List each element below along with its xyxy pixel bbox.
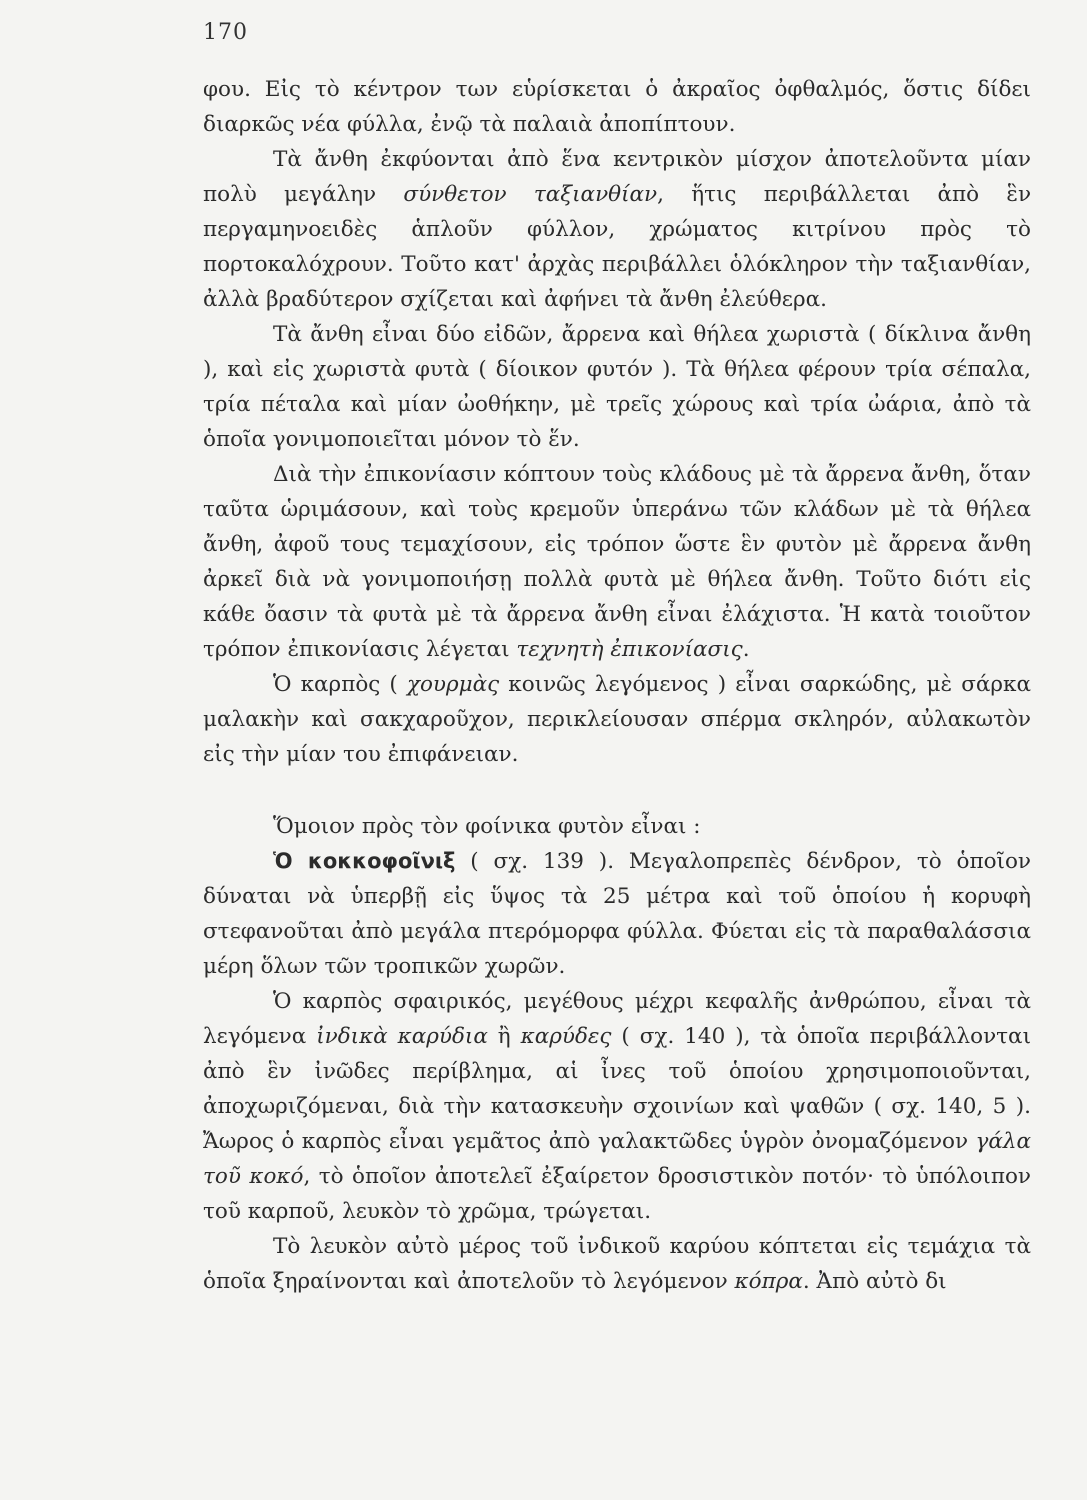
emphasized-term: γάλα τοῦ κοκό — [203, 1129, 1031, 1189]
text-run: . Ἀπὸ αὐτὸ δι — [802, 1269, 947, 1294]
paragraph-6 — [203, 809, 1031, 844]
emphasized-term: σύνθετον ταξιανθίαν — [403, 182, 658, 207]
text-run: Ὁ καρπὸς ( — [273, 672, 407, 697]
paragraph-1 — [203, 72, 1031, 142]
body-text — [203, 72, 1031, 1299]
paragraph-7 — [203, 844, 1031, 984]
text-run: Ὅμοιον πρὸς τὸν φοίνικα φυτὸν εἶναι : — [273, 814, 701, 839]
emphasized-term: κόπρα — [734, 1269, 803, 1294]
text-run: ἢ — [487, 1024, 521, 1049]
paragraph-2 — [203, 142, 1031, 317]
text-run: Τὰ ἄνθη ἐκφύονται ἀπὸ ἕνα κεντρικὸν μίσχον ἀποτελοῦντα μίαν πολὺ μεγάλην — [203, 147, 1031, 207]
emphasized-term: χουρμὰς — [406, 672, 500, 697]
paragraph-9 — [203, 1229, 1031, 1299]
heading-term: Ὁ κοκκοφοῖνιξ — [273, 849, 456, 873]
paragraph-5 — [203, 667, 1031, 772]
paragraph-8 — [203, 984, 1031, 1229]
text-run: Τὸ λευκὸν αὐτὸ μέρος τοῦ ἰνδικοῦ καρύου κόπτεται εἰς τεμάχια τὰ ὁποῖα ξηραίνονται καὶ ἀποτελοῦν τὸ λεγόμενον — [203, 1234, 1031, 1294]
emphasized-term: καρύδες — [520, 1024, 612, 1049]
text-run: . — [742, 637, 750, 662]
emphasized-term: τεχνητὴ ἐπικονίασις — [516, 637, 743, 662]
text-run: , ἥτις περιβάλλεται ἀπὸ ἓν περγαμηνοειδὲς ἁπλοῦν φύλλον, χρώματος κιτρίνου πρὸς τὸ πορτοκαλόχρουν. Τοῦτο κατ' ἀρχὰς περιβάλλει ὁλόκληρον τὴν ταξιανθίαν, ἀλλὰ βραδύτερον σχίζεται καὶ ἀφήνει τὰ ἄνθη ἐλεύθερα. — [203, 182, 1032, 312]
text-run: κοινῶς λεγόμενος ) εἶναι σαρκώδης, μὲ σάρκα μαλακὴν καὶ σακχαροῦχον, περικλείουσαν σπέρμα σκληρόν, αὐλακωτὸν εἰς τὴν μίαν του ἐπιφάνειαν. — [203, 672, 1031, 767]
text-run: , τὸ ὁποῖον ἀποτελεῖ ἐξαίρετον δροσιστικὸν ποτόν· τὸ ὑπόλοιπον τοῦ καρποῦ, λευκὸν τὸ χρῶμα, τρώγεται. — [203, 1164, 1031, 1224]
text-run: Διὰ τὴν ἐπικονίασιν κόπτουν τοὺς κλάδους μὲ τὰ ἄρρενα ἄνθη, ὅταν ταῦτα ὡριμάσουν, καὶ τοὺς κρεμοῦν ὑπεράνω τῶν κλάδων μὲ τὰ θήλεα ἄνθη, ἀφοῦ τους τεμαχίσουν, εἰς τρόπον ὥστε ἓν φυτὸν μὲ ἄρρενα ἄνθη ἀρκεῖ διὰ νὰ γονιμοποιήσῃ πολλὰ φυτὰ μὲ θήλεα ἄνθη. Τοῦτο διότι εἰς κάθε ὄασιν τὰ φυτὰ μὲ τὰ ἄρρενα ἄνθη εἶναι ἐλάχιστα. Ἡ κατὰ τοιοῦτον τρόπον ἐπικονίασις λέγεται — [203, 462, 1031, 662]
text-run: Τὰ ἄνθη εἶναι δύο εἰδῶν, ἄρρενα καὶ θήλεα χωριστὰ ( δίκλινα ἄνθη ), καὶ εἰς χωριστὰ φυτὰ ( δίοικον φυτόν ). Τὰ θήλεα φέρουν τρία σέπαλα, τρία πέταλα καὶ μίαν ὠοθήκην, μὲ τρεῖς χώρους καὶ τρία ὠάρια, ἀπὸ τὰ ὁποῖα γονιμοποιεῖται μόνον τὸ ἕν. — [203, 322, 1031, 452]
page-number: 170 — [203, 20, 248, 45]
text-run: φου. Εἰς τὸ κέντρον των εὑρίσκεται ὁ ἀκραῖος ὀφθαλμός, ὅστις δίδει διαρκῶς νέα φύλλα, ἐνῷ τὰ παλαιὰ ἀποπίπτουν. — [203, 77, 1031, 137]
text-run: ( σχ. 139 ). Μεγαλοπρεπὲς δένδρον, τὸ ὁποῖον δύναται νὰ ὑπερβῇ εἰς ὕψος τὰ 25 μέτρα καὶ τοῦ ὁποίου ἡ κορυφὴ στεφανοῦται ἀπὸ μεγάλα πτερόμορφα φύλλα. Φύεται εἰς τὰ παραθαλάσσια μέρη ὅλων τῶν τροπικῶν χωρῶν. — [203, 849, 1031, 979]
emphasized-term: ἰνδικὰ καρύδια — [316, 1024, 488, 1049]
text-run: ( σχ. 140 ), τὰ ὁποῖα περιβάλλονται ἀπὸ ἓν ἰνῶδες περίβλημα, αἱ ἶνες τοῦ ὁποίου χρησιμοποιοῦνται, ἀποχωριζόμεναι, διὰ τὴν κατασκευὴν σχοινίων καὶ ψαθῶν ( σχ. 140, 5 ). Ἄωρος ὁ καρπὸς εἶναι γεμᾶτος ἀπὸ γαλακτῶδες ὑγρὸν ὀνομαζόμενον — [203, 1024, 1032, 1154]
text-run: Ὁ καρπὸς σφαιρικός, μεγέθους μέχρι κεφαλῆς ἀνθρώπου, εἶναι τὰ λεγόμενα — [203, 989, 1031, 1049]
paragraph-4 — [203, 457, 1031, 667]
paragraph-3 — [203, 317, 1031, 457]
